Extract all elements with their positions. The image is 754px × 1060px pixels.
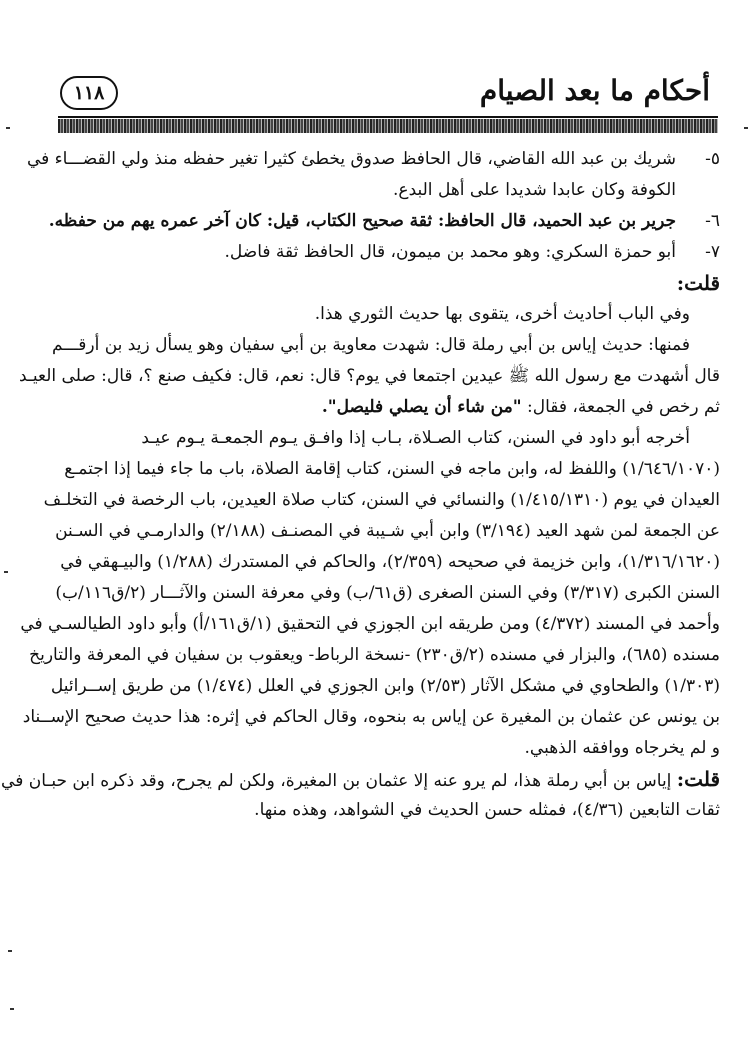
header-ornament-band xyxy=(58,119,718,133)
paragraph-line xyxy=(1,764,720,795)
scan-speck xyxy=(8,950,12,952)
scan-speck xyxy=(10,1008,14,1010)
page-number: ١١٨ xyxy=(73,81,105,104)
takhrij-line: السنن الكبرى (٣/٣١٧) وفي السنن الصغرى (ق٦١/ب) وفي معرفة السنن والآثـــار (٢/ق١١٦/ب) xyxy=(55,583,720,603)
paragraph-line: قال أشهدت مع رسول الله ﷺ عيدين اجتمعا في يوم؟ قال: نعم، قال: فكيف صنع ؟، قال: صلى العيـد xyxy=(18,366,720,386)
takhrij-line: مسنده (٦٨٥)، والبزار في مسنده (٢/ق٢٣٠) -نسخة الرباط- ويعقوب بن سفيان في المعرفة والتاريخ xyxy=(29,645,720,665)
section-heading: قلت: xyxy=(676,767,720,791)
takhrij-line: أخرجه أبو داود في السنن، كتاب الصـلاة، بـاب إذا وافـق يـوم الجمعـة يـوم عيـد xyxy=(141,428,690,448)
takhrij-line: بن يونس عن عثمان بن المغيرة عن إياس به بنحوه، وقال الحاكم في إثره: هذا حديث صحيح الإســناد xyxy=(22,707,720,727)
note-text-continuation: الكوفة وكان عابدا شديدا على أهل البدع. xyxy=(393,180,676,200)
paragraph-text: إياس بن أبي رملة هذا، لم يرو عنه إلا عثمان بن المغيرة، ولكن لم يجرح، وقد ذكره ابن حبـان في xyxy=(1,771,677,791)
note-item xyxy=(48,206,720,237)
paragraph-line: ثقات التابعين (٤/٣٦)، فمثله حسن الحديث في الشواهد، وهذه منها. xyxy=(254,800,720,820)
note-number: ٦- xyxy=(705,211,720,231)
running-header-title: أحكام ما بعد الصيام xyxy=(479,74,710,107)
note-text: أبو حمزة السكري: وهو محمد بن ميمون، قال الحافظ ثقة فاضل. xyxy=(224,242,676,262)
takhrij-line: (١/٣٠٣) والطحاوي في مشكل الآثار (٢/٥٣) وابن الجوزي في العلل (١/٤٧٤) من طريق إســرائيل xyxy=(50,676,720,696)
note-text: شريك بن عبد الله القاضي، قال الحافظ صدوق يخطئ كثيرا تغير حفظه منذ ولي القضـــاء في xyxy=(26,149,676,169)
section-heading: قلت: xyxy=(676,271,720,295)
note-number: ٧- xyxy=(705,242,720,262)
header-rule xyxy=(58,116,718,118)
takhrij-line: (١/٣١٦/١٦٢٠)، وابن خزيمة في صحيحه (٢/٣٥٩)، والحاكم في المستدرك (١/٢٨٨) والبيـهقي في xyxy=(60,552,720,572)
hadith-quote: "من شاء أن يصلي فليصل". xyxy=(321,397,522,417)
paragraph-line: فمنها: حديث إياس بن أبي رملة قال: شهدت معاوية بن أبي سفيان وهو يسأل زيد بن أرقـــم xyxy=(52,335,690,355)
note-item xyxy=(26,144,720,175)
page-body xyxy=(1,144,720,826)
scan-speck xyxy=(6,127,10,129)
paragraph-line xyxy=(52,392,720,423)
paragraph-line: وفي الباب أحاديث أخرى، يتقوى بها حديث الثوري هذا. xyxy=(314,304,690,324)
takhrij-line: وأحمد في المسند (٤/٣٧٢) ومن طريقه ابن الجوزي في التحقيق (١/ق١٦١/أ) وأبو داود الطيالسـي في xyxy=(20,614,720,634)
scan-speck xyxy=(4,571,8,573)
paragraph-text: ثم رخص في الجمعة، فقال: xyxy=(521,397,720,417)
takhrij-line: (١/٦٤٦/١٠٧٠) واللفظ له، وابن ماجه في السنن، كتاب إقامة الصلاة، باب ما جاء فيما إذا اجتمـع xyxy=(64,459,720,479)
note-text: جرير بن عبد الحميد، قال الحافظ: ثقة صحيح الكتاب، قيل: كان آخر عمره يهم من حفظه. xyxy=(48,211,676,231)
takhrij-line: عن الجمعة لمن شهد العيد (٣/١٩٤) وابن أبي شـيبة في المصنـف (٢/١٨٨) والدارمـي في السـنن xyxy=(55,521,720,541)
takhrij-line: العيدان في يوم (١/٤١٥/١٣١٠) والنسائي في السنن، كتاب صلاة العيدين، باب الرخصة في التخلـف xyxy=(43,490,720,510)
page-number-frame xyxy=(60,76,118,110)
note-number: ٥- xyxy=(705,149,720,169)
scan-speck xyxy=(744,127,748,129)
note-item xyxy=(52,237,720,268)
takhrij-line: و لم يخرجاه ووافقه الذهبي. xyxy=(524,738,720,758)
